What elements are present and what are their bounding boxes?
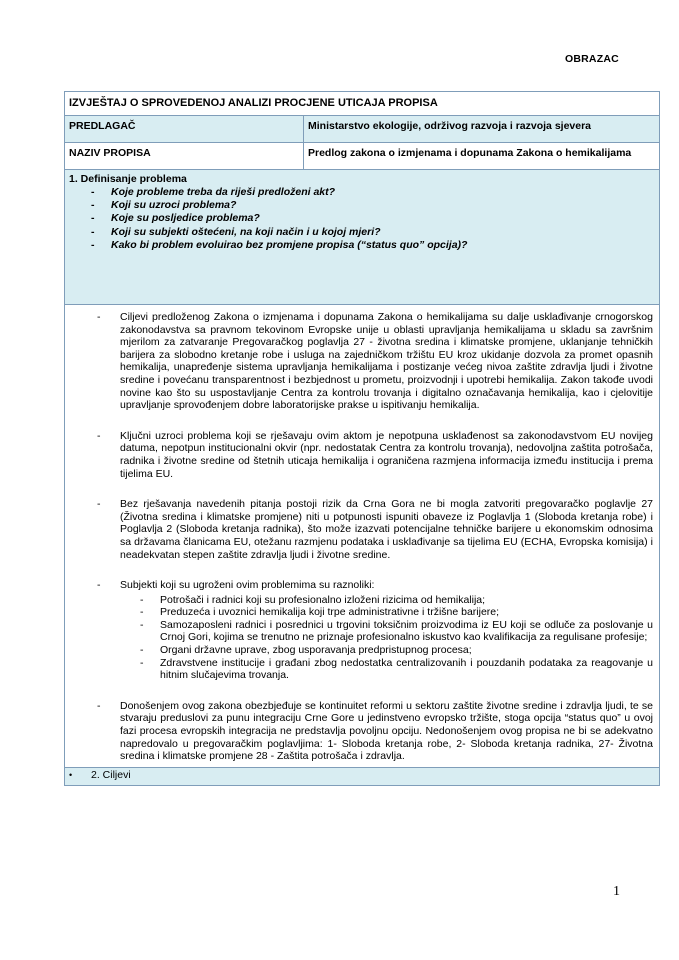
dash-marker: - <box>140 593 144 606</box>
regulation-value: Predlog zakona o izmjenama i dopunama Zakona o hemikalijama <box>304 143 660 170</box>
page-number: 1 <box>613 884 620 899</box>
paragraph-text: Donošenjem ovog zakona obezbjeđuje se kontinuitet reformi u sektoru zaštite životne sredine i zdravlja ljudi, te se stvaraju preduslovi za punu integraciju Crne Gore u jedinstveno evropsko tržište, stoga opcija “status quo” u ovoj fazi procesa evropskih integracija ne predstavlja povoljnu opciju. Nedonošenjem ovog propisa ne bi se adekvatno napredovalo u pregovaračkim poglavljima: 1- Sloboda kretanja robe, 2- Sloboda kretanja radnika, 27- Životna sredina i klimatske promjene 28 - Zaštita potrošača i zdravlja. <box>120 699 653 763</box>
subject-text: Samozaposleni radnici i posrednici u trgovini toksičnim proizvodima iz EU koji se odluče za poslovanje u Crnoj Gori, kojima se trenutno ne priznaje profesionalno iskustvo kao kvalifikacija za regulisane profesije; <box>160 618 653 644</box>
subject-text: Organi državne uprave, zbog usporavanja predpristupnog procesa; <box>160 644 472 657</box>
dash-marker: - <box>97 579 101 592</box>
bullet-marker: • <box>69 769 73 780</box>
dash-marker: - <box>140 656 144 669</box>
paragraph-text: Ključni uzroci problema koji se rješavaju ovim aktom je nepotpuna usklađenost sa zakonodavstvom EU novijeg datuma, nepotpun institucionalni okvir (npr. nedostatak Centra za kontrolu trovanja), nedovoljna zaštita potrošača, radnika i životne sredine od štetnih uticaja hemikalija i ograničena razmjena informacija između institucija i prema tijelima EU. <box>120 429 653 480</box>
subject-text: Zdravstvene institucije i građani zbog nedostatka centralizovanih i pouzdanih podataka za reagovanje u hitnim slučajevima trovanja. <box>160 656 653 682</box>
proposer-value: Ministarstvo ekologije, održivog razvoja i razvoja sjevera <box>304 116 660 143</box>
report-table <box>64 91 660 786</box>
subjects-paragraph <box>69 579 653 682</box>
dash-marker: - <box>97 429 101 442</box>
title-row <box>65 92 660 116</box>
problem-definition-row <box>65 170 660 305</box>
section2-heading: 2. Ciljevi <box>91 768 131 781</box>
report-title: IZVJEŠTAJ O SPROVEDENOJ ANALIZI PROCJENE UTICAJA PROPISA <box>65 92 660 116</box>
dash-marker: - <box>97 498 101 511</box>
subjects-list <box>120 594 653 682</box>
dash-marker: - <box>140 618 144 631</box>
goals-cell <box>65 767 660 785</box>
question-item: - Koje su posljedice problema? <box>91 212 655 225</box>
dash-marker: - <box>97 311 101 323</box>
subject-item <box>140 657 653 682</box>
subject-item <box>140 619 653 644</box>
question-item: - Koje probleme treba da riješi predloženi akt? <box>91 186 655 199</box>
question-list <box>69 186 655 252</box>
paragraph-text: Bez rješavanja navedenih pitanja postoji rizik da Crna Gora ne bi mogla zatvoriti pregovaračko poglavlje 27 (Životna sredina i klimatske promjene) niti u potpunosti ispuniti obaveze iz Poglavlja 1 (Sloboda kretanja robe) i Poglavlja 2 (Sloboda kretanja radnika), što može izazvati potencijalne tehničke barijere u ekonomskim odnosima sa državama članicama EU, otežanu razmjenu podataka i usklađivanje sa tijelima EU (ECHA, Evropska komisija) i neadekvatan stepen zaštite zdravlja ljudi i životne sredine. <box>120 498 653 561</box>
problem-body-row <box>65 305 660 768</box>
form-label: OBRAZAC <box>565 53 619 65</box>
section1-heading: 1. Definisanje problema <box>69 173 187 185</box>
regulation-label: NAZIV PROPISA <box>65 143 304 170</box>
dash-marker: - <box>97 699 101 712</box>
problem-body-cell <box>65 305 660 768</box>
conclusion-paragraph <box>69 700 653 763</box>
question-item: - Kako bi problem evoluirao bez promjene propisa (“status quo” opcija)? <box>91 239 655 252</box>
dash-marker: - <box>140 644 144 657</box>
consequences-paragraph <box>69 498 653 561</box>
subject-text: Potrošači i radnici koji su profesionalno izloženi rizicima od hemikalija; <box>160 593 486 606</box>
causes-paragraph <box>69 430 653 480</box>
dash-marker: - <box>140 606 144 619</box>
paragraph-text: Ciljevi predloženog Zakona o izmjenama i dopunama Zakona o hemikalijama su dalje usklađivanje crnogorskog zakonodavstva sa pravnom tekovinom Evropske unije u oblasti upravljanja hemikalijama u skladu sa završnim mjerilom za zatvaranje Pregovaračkog poglavlja 27 - životna sredina i klimatske promjene, uklanjanje tehničkih barijera za slobodno kretanje robe i usluga na zajedničkom tržištu EU kroz ukidanje dozvola za promet opasnih hemikalija, unapređenje sistema upravljanja hemikalijama i postizanje većeg nivoa zaštite zdravlja ljudi i životne sredine i povećanu transparentnost i bezbjednost u prometu, proizvodnji i upotrebi hemikalija. Zakon takođe uvodi novine kao što su uspostavljanje Centra za kontrolu trovanja i digitalno označavanja hemikalija, kao i cjelovitije upravljanje sprovođenjem dobre laboratorijske prakse u ispitivanju hemikalija. <box>120 311 653 412</box>
subject-item <box>140 606 653 619</box>
regulation-row <box>65 143 660 170</box>
goals-paragraph <box>69 311 653 412</box>
goals-row <box>65 767 660 785</box>
proposer-row <box>65 116 660 143</box>
subjects-intro: Subjekti koji su ugroženi ovim problemima su raznoliki: <box>120 579 375 592</box>
subject-text: Preduzeća i uvoznici hemikalija koji trpe administrativne i tržišne barijere; <box>160 606 500 619</box>
subject-item <box>140 644 653 657</box>
proposer-label: PREDLAGAČ <box>65 116 304 143</box>
problem-definition-cell <box>65 170 660 305</box>
question-item: - Koji su uzroci problema? <box>91 199 655 212</box>
question-item: - Koji su subjekti oštećeni, na koji način i u kojoj mjeri? <box>91 226 655 239</box>
subject-item <box>140 594 653 607</box>
